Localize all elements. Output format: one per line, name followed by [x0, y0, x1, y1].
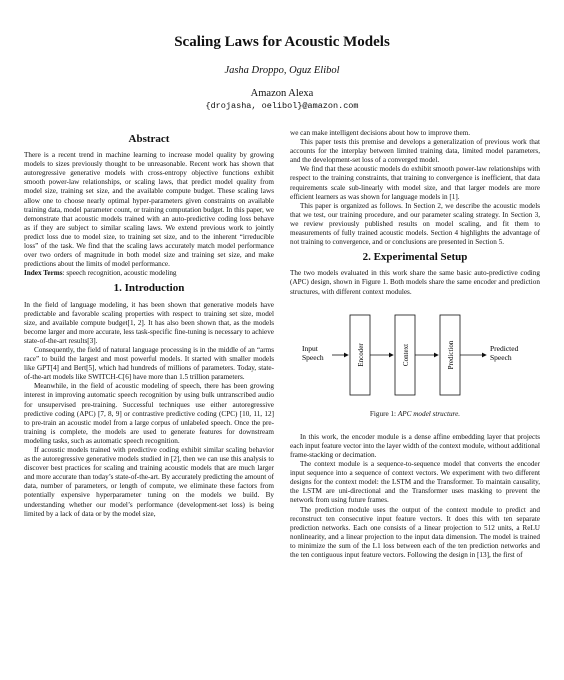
index-terms [24, 269, 274, 278]
right-paragraph-5: The context module is a sequence-to-sequence model that converts the encoder input sequence into a sequence of context vectors. We experiment with two different designs for the context model: the LSTM and the Transformer. To maintain causality, the LSTM are uni-directional and the Transformer uses masking to prevent the network from using future frames. [290, 460, 540, 505]
input-label-line2: Speech [302, 352, 324, 362]
index-terms-text: : speech recognition, acoustic modeling [62, 269, 177, 278]
right-paragraph-0: we can make intelligent decisions about how to improve them. [290, 129, 471, 137]
paper-authors: Jasha Droppo, Oguz Elibol [224, 65, 340, 76]
paper-email: {drojasha, oelibol}@amazon.com [205, 101, 359, 111]
left-column [24, 129, 274, 560]
right-paragraph-6: The prediction module uses the output of the context module to predict and reconstruct ten consecutive input feature vectors. It does this with ten separate prediction networks. Each one consists of a linear projection to 512 units, a ReLU nonlinearity, and a linear projection to the input data dimension. The model is trained to minimize the sum of the L1 loss between each of the ten prediction networks and the ten contiguous input feature vectors. Following the design in [13], the first of [290, 505, 540, 559]
output-label-line2: Speech [490, 352, 512, 362]
intro-paragraph-2: Consequently, the field of natural language processing is in the middle of an “arms race” to build the largest and most powerful models. It started with smaller models like GPT[4] and Bert[5], which had hundreds of millions of parameters. Today, state-of-the-art models like SWITCH-C[6] have more than 1.5 trillion parameters. [24, 345, 274, 382]
figure-1-label: Figure 1: [369, 409, 397, 418]
intro-paragraph-4: If acoustic models trained with predictive coding exhibit similar scaling behavior as the autoregressive generative models studied in [2], then we can use this analysis to discover best practices for scaling and training acoustic models that are much larger and more accurate than today’s state-of-the-art. By accurately predicting the amount of data, number of parameters, or length of compute, we eliminate these factors from potentially expensive hyperparameter tuning on the models we build. By understanding whether our model’s performance (development-set loss) is being limited by a lack of data or by the model size, [24, 446, 274, 518]
intro-paragraph-3: Meanwhile, in the field of acoustic modeling of speech, there has been growing interest in improving automatic speech recognition by using bulk untranscribed audio for unsupervised pre-training. Successful techniques use either autoregressive predictive coding (APC) [7, 8, 9] or contrastive predictive coding (CPC) [10, 11, 12] to pre-train an acoustic model from a large corpus of unlabeled speech. Once the pre-training is complete, the models are used to generate features for downstream modeling tasks, such as automatic speech recognition. [24, 382, 274, 445]
section-2-heading: 2. Experimental Setup [362, 251, 468, 264]
paper-title: Scaling Laws for Acoustic Models [174, 34, 390, 50]
input-label-line1: Input [302, 343, 318, 353]
abstract-text: There is a recent trend in machine learning to increase model quality by growing models to sizes previously thought to be unreasonable. Recent work has shown that autoregressive generative models with cross-entropy objective functions exhibit smooth power-law relationships, or scaling laws, that predict model quality from model size, training set size, and the available compute budget. These scaling laws allow one to choose nearly optimal hyper-parameters given constraints on available training data, model parameter count, or training computation budget. In this paper, we demonstrate that acoustic models trained with an auto-predictive coding loss behave as if they are subject to similar scaling laws. We extend previous work to jointly predict loss due to model size, to training set size, and to the inherent “irreducible loss” of the task. We find that the scaling laws accurately match model performance over two orders of magnitude in both model size and training set size, and make predictions about the limits of model performance. [24, 151, 275, 269]
intro-heading: 1. Introduction [113, 282, 185, 295]
encoder-label: Encoder [357, 342, 365, 367]
right-paragraph-1: This paper tests this premise and develops a generalization of previous work that accounts for the interplay between limited training data, limited model parameters, and the development-set loss of a converged model. [290, 138, 540, 165]
right-paragraph-2: We find that these acoustic models do exhibit smooth power-law relationships with respect to the training constraints, that training to convergence is inefficient, that data requirements scale sub-linearly with model size, and that larger models are more efficient learners as was shown for language models in [1]. [290, 165, 540, 201]
figure-1-caption-text: APC model structure. [397, 409, 461, 418]
right-paragraph-3: This paper is organized as follows. In Section 2, we describe the acoustic models that we test, our training procedure, and our parameter scaling strategy. In Section 3, we review previously published results on model scaling, and fit them to measurements of fully trained acoustic models. Section 4 highlights the advantage of not training to convergence, and or conclusions are presented in Section 5. [290, 201, 540, 247]
right-column [290, 129, 540, 560]
paper-affiliation: Amazon Alexa [250, 88, 314, 99]
figure-1 [290, 309, 540, 419]
output-label-line1: Predicted [490, 343, 519, 353]
right-paragraph-4: In this work, the encoder module is a dense affine embedding layer that projects each input feature vector into the layer width of the context module, without additional frame-stacking or decimation. [290, 432, 540, 459]
figure-1-caption [290, 410, 540, 419]
context-label: Context [402, 343, 410, 366]
prediction-label: Prediction [447, 340, 455, 369]
index-terms-label: Index Terms [24, 269, 63, 278]
two-column-body [24, 129, 540, 560]
apc-diagram [290, 309, 540, 401]
abstract-heading: Abstract [128, 133, 170, 145]
intro-paragraph-1: In the field of language modeling, it has been shown that generative models have predictable and favorable scaling properties with respect to training set size, model size, and available compute budget[1, 2]. It has also been shown that, as the models become larger and more accurate, less task-specific fine-tuning is necessary to achieve state-of-the-art results[3]. [24, 300, 274, 345]
section-2-paragraph-1: The two models evaluated in this work share the same basic auto-predictive coding (APC) design, shown in Figure 1. Both models share the same encoder and prediction structures, with different context modules. [290, 269, 540, 296]
